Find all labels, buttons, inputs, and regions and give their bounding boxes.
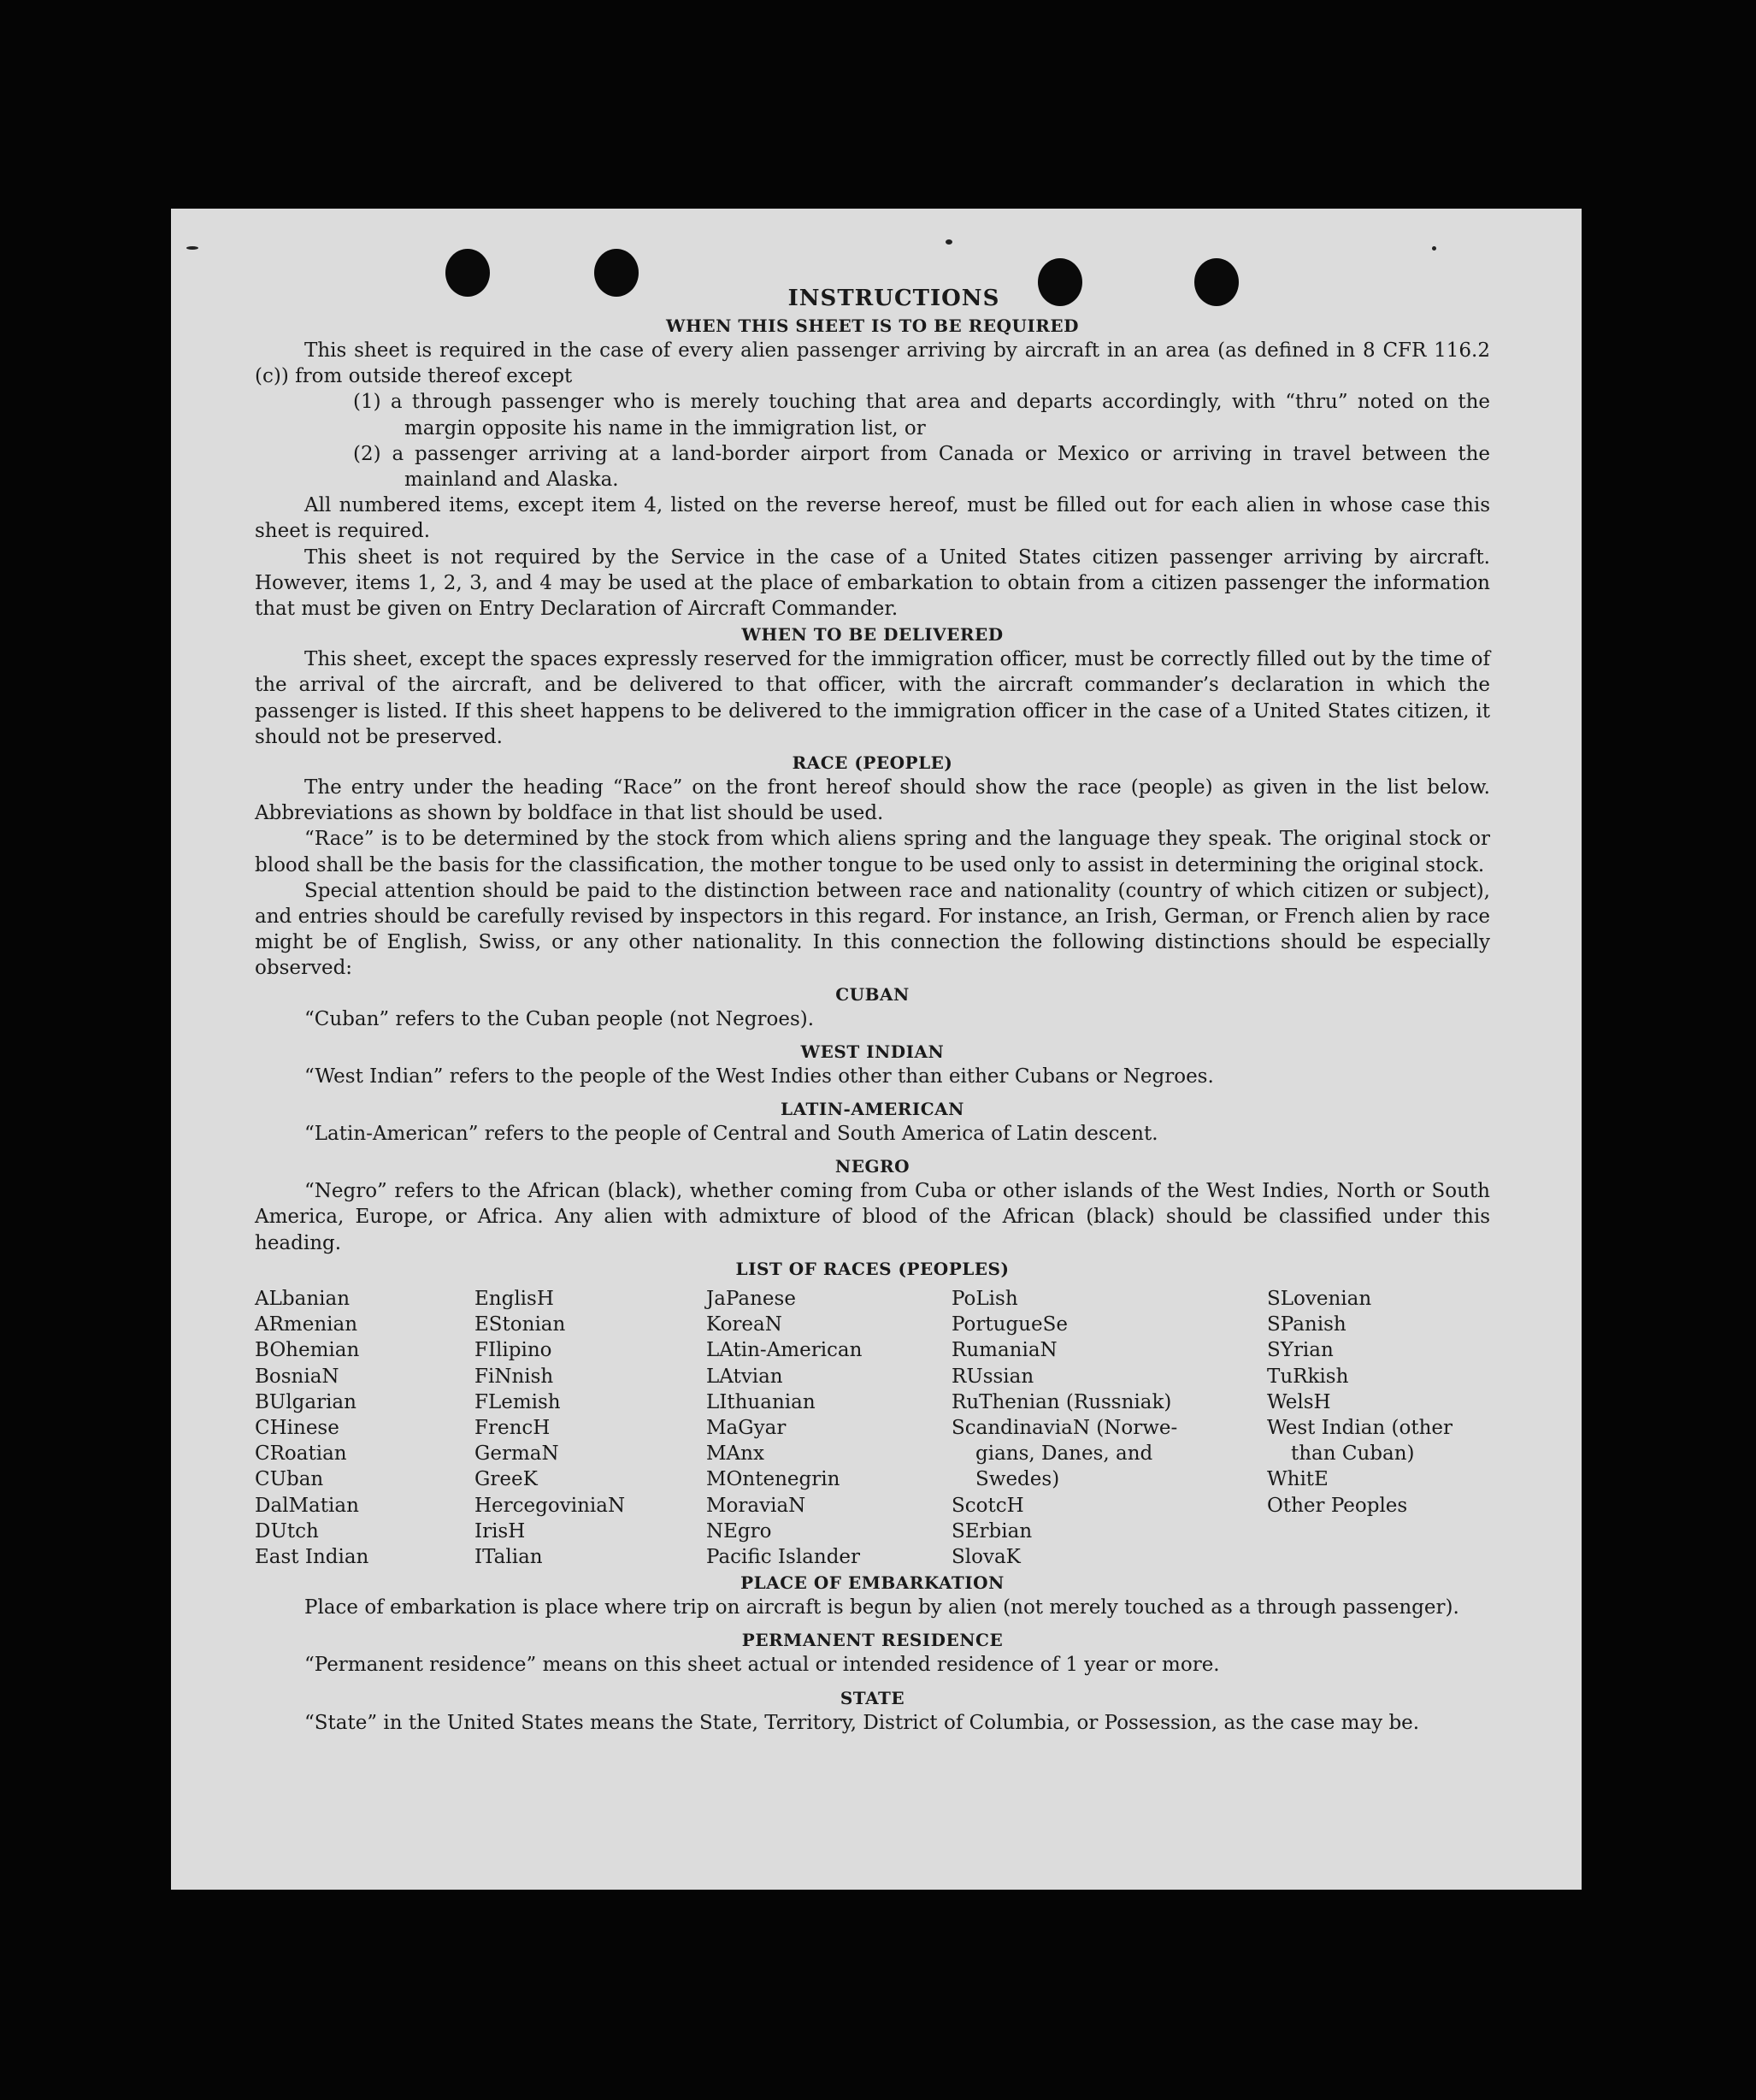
race-entry: TuRkish (1267, 1365, 1349, 1388)
instruction-sheet (171, 209, 1582, 1890)
race-list (255, 1286, 1490, 1570)
race-entry: WhitE (1267, 1468, 1329, 1491)
race-entry: LAtvian (706, 1365, 783, 1388)
paragraph: This sheet is required in the case of every alien passenger arriving by aircraft in an area (as defined in 8 CFR 116.2 (c)) from outside thereof except (255, 339, 1490, 388)
race-column (706, 1286, 952, 1570)
race-entry: DalMatian (255, 1494, 359, 1517)
race-entry: CUban (255, 1468, 324, 1491)
section-heading: PERMANENT RESIDENCE (741, 1630, 1004, 1651)
race-column (474, 1286, 706, 1570)
section-heading: WHEN TO BE DELIVERED (741, 624, 1004, 646)
race-entry: RUssian (952, 1365, 1034, 1388)
race-entry: FIlipino (474, 1339, 552, 1362)
race-entry: PoLish (952, 1287, 1018, 1310)
race-entry: SPanish (1267, 1313, 1346, 1336)
race-entry: ScandinaviaN (Norwe- (952, 1416, 1178, 1439)
race-entry: BUlgarian (255, 1390, 357, 1413)
race-entry: than Cuban) (1291, 1442, 1415, 1466)
race-entry: GermaN (474, 1442, 559, 1466)
paragraph: “Race” is to be determined by the stock from which aliens spring and the language they speak. The original stock or blood shall be the basis for the classification, the mother tongue to be used only to assist in determining the original stock. (255, 828, 1490, 876)
race-entry: EnglisH (474, 1287, 554, 1310)
race-entry: DUtch (255, 1519, 319, 1543)
paragraph: “Cuban” refers to the Cuban people (not Negroes). (304, 1007, 815, 1030)
race-entry: MoraviaN (706, 1494, 806, 1517)
race-entry: RuThenian (Russniak) (952, 1390, 1172, 1413)
race-entry: GreeK (474, 1468, 538, 1491)
exception-item: (2) a passenger arriving at a land-border airport from Canada or Mexico or arriving in travel between the mainland and Alaska. (353, 442, 1490, 492)
race-entry: IrisH (474, 1519, 526, 1543)
race-entry: MOntenegrin (706, 1468, 840, 1491)
paragraph: This sheet, except the spaces expressly reserved for the immigration officer, must be correctly filled out by the time of the arrival of the aircraft, and be delivered to that officer, with the aircraft commander’s declaration in which the passenger is listed. If this sheet happens to be delivered to the immigration officer in the case of a United States citizen, it should not be preserved. (255, 648, 1490, 748)
race-entry: JaPanese (706, 1287, 796, 1310)
race-entry: East Indian (255, 1545, 369, 1568)
document-body (255, 284, 1490, 1736)
race-entry: SYrian (1267, 1339, 1334, 1362)
paragraph: The entry under the heading “Race” on the front hereof should show the race (people) as given in the list below. Abbreviations as shown by boldface in that list should be used. (255, 776, 1490, 825)
race-entry: ScotcH (952, 1494, 1024, 1517)
page-title: INSTRUCTIONS (787, 286, 1000, 311)
paragraph: “West Indian” refers to the people of the West Indies other than either Cubans or Negroes. (304, 1065, 1214, 1088)
section-heading: LATIN-AMERICAN (781, 1099, 964, 1120)
race-entry: SErbian (952, 1519, 1033, 1543)
dust-speck (946, 239, 952, 245)
race-entry: LAtin-American (706, 1339, 863, 1362)
race-entry: SlovaK (952, 1545, 1021, 1568)
race-entry: WelsH (1267, 1390, 1331, 1413)
section-heading: PLACE OF EMBARKATION (740, 1572, 1005, 1594)
section-heading: WEST INDIAN (800, 1041, 945, 1062)
race-entry: KoreaN (706, 1313, 782, 1336)
section-heading: RACE (PEOPLE) (792, 752, 953, 774)
paragraph: Special attention should be paid to the distinction between race and nationality (country of which citizen or subject), and entries should be carefully revised by inspectors in this regard. For instance, an Irish, German, or French alien by race might be of English, Swiss, or any other nationality. In this connection the following distinctions should be especially observed: (255, 879, 1490, 980)
race-entry: Swedes) (975, 1468, 1060, 1491)
dust-speck (186, 246, 198, 250)
section-heading: CUBAN (835, 983, 910, 1005)
dust-speck (1432, 246, 1436, 251)
paragraph: “Latin-American” refers to the people of Central and South America of Latin descent. (304, 1123, 1158, 1146)
race-entry: FLemish (474, 1390, 561, 1413)
race-entry: MaGyar (706, 1416, 787, 1439)
race-entry: MAnx (706, 1442, 764, 1466)
section-heading: WHEN THIS SHEET IS TO BE REQUIRED (666, 316, 1079, 336)
paragraph: This sheet is not required by the Service in the case of a United States citizen passenger arriving by aircraft. However, items 1, 2, 3, and 4 may be used at the place of embarkation to obtain from a citizen passenger the information that must be given on Entry Declaration of Aircraft Commander. (255, 546, 1490, 621)
race-entry: gians, Danes, and (975, 1442, 1153, 1466)
race-column (255, 1286, 474, 1570)
race-entry: CHinese (255, 1416, 339, 1439)
race-entry: BOhemian (255, 1339, 360, 1362)
paragraph: “State” in the United States means the State, Territory, District of Columbia, or Possession, as the case may be. (304, 1711, 1420, 1734)
race-entry: Other Peoples (1267, 1494, 1408, 1517)
paragraph: All numbered items, except item 4, listed on the reverse hereof, must be filled out for each alien in whose case this sheet is required. (255, 494, 1490, 543)
race-entry: LIthuanian (706, 1390, 816, 1413)
race-entry: Pacific Islander (706, 1545, 861, 1568)
paragraph: Place of embarkation is place where trip on aircraft is begun by alien (not merely touched as a through passenger). (304, 1596, 1459, 1619)
race-column (1267, 1286, 1490, 1570)
race-entry: BosniaN (255, 1365, 339, 1388)
race-entry: RumaniaN (952, 1339, 1058, 1362)
race-entry: EStonian (474, 1313, 566, 1336)
section-heading: STATE (840, 1687, 905, 1708)
race-entry: ALbanian (255, 1287, 351, 1310)
race-entry: HercegoviniaN (474, 1494, 626, 1517)
race-entry: PortugueSe (952, 1313, 1068, 1336)
section-heading: NEGRO (834, 1156, 910, 1177)
race-entry: ARmenian (255, 1313, 358, 1336)
paragraph: “Negro” refers to the African (black), whether coming from Cuba or other islands of the West Indies, North or South America, Europe, or Africa. Any alien with admixture of blood of the African (black) should be classified under this heading. (255, 1180, 1490, 1254)
race-entry: FiNnish (474, 1365, 554, 1388)
race-entry: FrencH (474, 1416, 551, 1439)
race-entry: CRoatian (255, 1442, 347, 1466)
race-entry: ITalian (474, 1545, 543, 1568)
race-entry: West Indian (other (1267, 1416, 1453, 1439)
exception-item: (1) a through passenger who is merely touching that area and departs accordingly, with “thru” noted on the margin opposite his name in the immigration list, or (353, 391, 1490, 439)
paragraph: “Permanent residence” means on this sheet actual or intended residence of 1 year or more. (304, 1654, 1220, 1677)
race-column (952, 1286, 1267, 1570)
race-entry: SLovenian (1267, 1287, 1372, 1310)
section-heading: LIST OF RACES (PEOPLES) (735, 1258, 1010, 1279)
race-entry: NEgro (706, 1519, 772, 1543)
